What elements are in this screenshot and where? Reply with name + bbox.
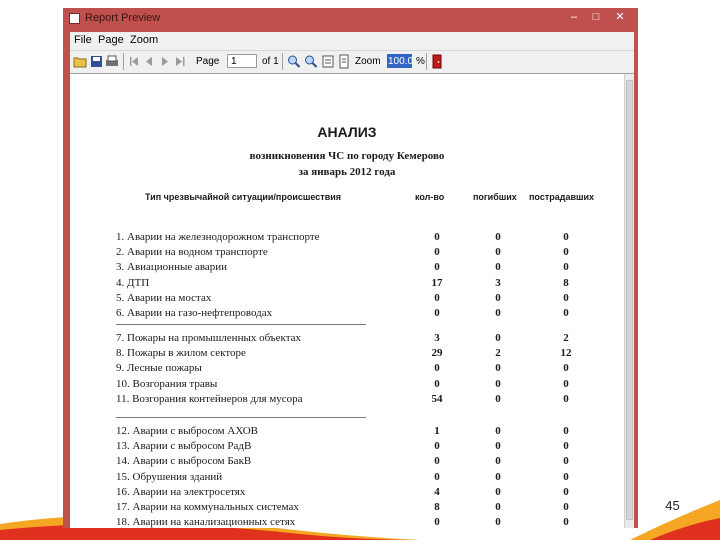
row-count: 3: [434, 332, 440, 344]
row-injured: 0: [563, 470, 569, 483]
row-count: 0: [434, 307, 440, 319]
page-width-icon[interactable]: [322, 54, 334, 69]
row-count: 0: [434, 440, 440, 453]
row-count: 1: [434, 425, 440, 437]
slide-number: 45: [665, 498, 680, 513]
column-header-injured: пострадавших: [529, 192, 595, 202]
row-count: 29: [431, 347, 443, 360]
row-count: 4: [434, 485, 440, 498]
row-label: 12. Аварии с выбросом АХОВ: [116, 425, 258, 437]
row-count: 0: [434, 246, 440, 259]
menu-file[interactable]: File: [74, 34, 92, 46]
row-count: 0: [434, 231, 440, 243]
row-injured: 0: [563, 377, 569, 390]
maximize-button[interactable]: □: [592, 11, 600, 23]
percent-label: %: [416, 56, 425, 67]
row-count: 17: [431, 276, 443, 289]
report-canvas[interactable]: [70, 74, 624, 528]
row-dead: 0: [495, 485, 501, 498]
window-title: Report Preview: [85, 12, 161, 24]
zoom-input[interactable]: 100.0: [388, 56, 414, 67]
row-injured: 0: [563, 516, 569, 528]
zoom-in-icon[interactable]: [287, 54, 301, 69]
row-label: 5. Аварии на мостах: [116, 291, 212, 304]
row-count: 8: [434, 501, 440, 513]
page-label: Page: [196, 56, 220, 67]
row-label: 17. Аварии на коммунальных системах: [116, 501, 299, 513]
close-button[interactable]: ✕: [615, 11, 625, 23]
app-icon: [69, 13, 80, 24]
row-label: 13. Аварии с выбросом РадВ: [116, 440, 252, 453]
row-dead: 3: [495, 276, 501, 289]
row-dead: 0: [495, 501, 501, 513]
row-label: 9. Лесные пожары: [116, 362, 202, 375]
row-dead: 0: [495, 455, 501, 468]
row-injured: 0: [563, 501, 569, 513]
report-page: [70, 74, 624, 528]
row-injured: 0: [563, 231, 569, 243]
row-count: 0: [434, 455, 440, 468]
column-header-type: Тип чрезвычайной ситуации/происшествия: [145, 192, 342, 202]
row-label: 1. Аварии на железнодорожном транспорте: [116, 231, 320, 243]
page-count-label: of 1: [262, 56, 279, 67]
group-divider: [116, 417, 366, 418]
page-number-input[interactable]: 1: [227, 54, 257, 68]
row-count: 0: [434, 470, 440, 483]
zoom-label: Zoom: [355, 56, 381, 67]
menu-bar: [70, 32, 634, 51]
toolbar: [70, 51, 634, 74]
row-injured: 0: [563, 246, 569, 259]
row-injured: 2: [563, 332, 569, 344]
toolbar-separator: [282, 53, 283, 70]
row-label: 7. Пожары на промышленных объектах: [116, 332, 302, 344]
row-dead: 0: [495, 425, 501, 437]
row-dead: 0: [495, 246, 501, 259]
vertical-scrollbar[interactable]: [624, 74, 634, 528]
row-dead: 0: [495, 516, 501, 528]
row-injured: 0: [563, 307, 569, 319]
first-page-icon[interactable]: [128, 54, 140, 69]
row-count: 0: [434, 362, 440, 375]
row-injured: 12: [560, 347, 572, 360]
row-injured: 0: [563, 440, 569, 453]
report-preview-window: [63, 8, 638, 528]
scrollbar-thumb[interactable]: [626, 80, 633, 520]
row-count: 0: [434, 377, 440, 390]
menu-zoom[interactable]: Zoom: [130, 34, 159, 46]
save-icon[interactable]: [90, 54, 103, 69]
column-header-dead: погибших: [473, 192, 517, 202]
row-label: 10. Возгорания травы: [116, 377, 218, 390]
next-page-icon[interactable]: [160, 54, 170, 69]
zoom-out-icon[interactable]: [304, 54, 318, 69]
open-folder-icon[interactable]: [73, 54, 88, 69]
row-count: 0: [434, 291, 440, 304]
report-period: за январь 2012 года: [298, 166, 396, 178]
report-subtitle: возникновения ЧС по городу Кемерово: [249, 150, 445, 162]
row-dead: 2: [495, 347, 501, 360]
toolbar-separator: [123, 53, 124, 70]
print-icon[interactable]: [105, 54, 119, 69]
report-title: АНАЛИЗ: [317, 124, 377, 140]
row-label: 14. Аварии с выбросом БакВ: [116, 455, 252, 468]
row-dead: 0: [495, 307, 501, 319]
row-label: 2. Аварии на водном транспорте: [116, 246, 268, 259]
row-injured: 0: [563, 392, 569, 405]
row-count: 54: [431, 392, 443, 405]
row-label: 4. ДТП: [116, 276, 150, 289]
row-dead: 0: [495, 261, 501, 274]
row-label: 3. Авиационные аварии: [116, 261, 228, 274]
whole-page-icon[interactable]: [338, 54, 350, 69]
row-label: 8. Пожары в жилом секторе: [116, 347, 246, 360]
title-bar[interactable]: [63, 8, 638, 30]
row-dead: 0: [495, 392, 501, 405]
row-label: 11. Возгорания контейнеров для мусора: [116, 392, 303, 405]
minimize-button[interactable]: –: [570, 11, 578, 23]
row-injured: 0: [563, 485, 569, 498]
column-header-count: кол-во: [415, 192, 445, 202]
row-label: 6. Аварии на газо-нефтепроводах: [116, 307, 273, 319]
row-dead: 0: [495, 291, 501, 304]
row-dead: 0: [495, 231, 501, 243]
row-label: 16. Аварии на электросетях: [116, 485, 246, 498]
row-count: 0: [434, 516, 440, 528]
row-injured: 0: [563, 425, 569, 437]
row-dead: 0: [495, 440, 501, 453]
row-dead: 0: [495, 332, 501, 344]
exit-door-icon[interactable]: [432, 54, 442, 69]
row-injured: 0: [563, 291, 569, 304]
row-label: 15. Обрушения зданий: [116, 470, 223, 483]
row-injured: 8: [563, 276, 569, 289]
row-label: 18. Аварии на канализационных сетях: [116, 516, 296, 528]
last-page-icon[interactable]: [174, 54, 186, 69]
menu-page[interactable]: Page: [98, 34, 124, 46]
row-dead: 0: [495, 377, 501, 390]
row-dead: 0: [495, 470, 501, 483]
toolbar-separator: [426, 53, 427, 70]
row-injured: 0: [563, 362, 569, 375]
previous-page-icon[interactable]: [144, 54, 154, 69]
row-injured: 0: [563, 261, 569, 274]
row-dead: 0: [495, 362, 501, 375]
group-divider: [116, 324, 366, 325]
row-count: 0: [434, 261, 440, 274]
row-injured: 0: [563, 455, 569, 468]
